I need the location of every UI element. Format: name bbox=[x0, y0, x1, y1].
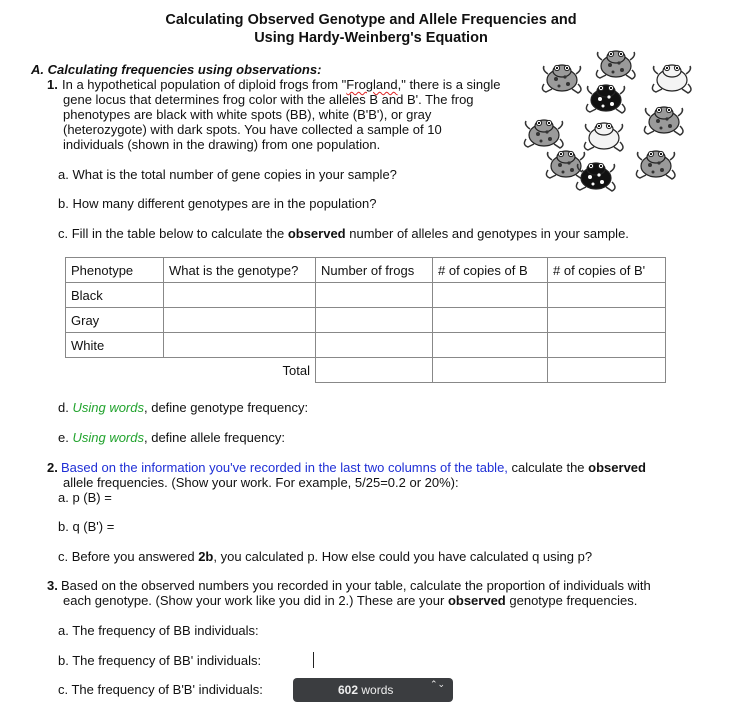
text-cursor bbox=[313, 652, 314, 668]
q3-line-2: each genotype. (Show your work like you did in 2.) These are your observed genotype frequencies. bbox=[63, 593, 638, 608]
frogland-word[interactable]: Frogland bbox=[346, 77, 398, 92]
row-label-gray: Gray bbox=[66, 308, 164, 333]
header-copies-b: # of copies of B bbox=[433, 258, 548, 283]
section-a-heading: A. Calculating frequencies using observations: bbox=[31, 62, 322, 77]
cell-black-number[interactable] bbox=[316, 283, 433, 308]
cell-black-copies-b[interactable] bbox=[433, 283, 548, 308]
frog-gray-icon bbox=[640, 104, 688, 141]
q1a-text: a. What is the total number of gene copies in your sample? bbox=[58, 167, 397, 182]
q2-line-1: Based on the information you've recorded in the last two columns of the table, calculate the observed bbox=[61, 460, 646, 475]
doc-title-line-2: Using Hardy-Weinberg's Equation bbox=[254, 30, 488, 46]
total-empty-cell bbox=[66, 358, 164, 383]
table-total-row bbox=[66, 358, 666, 383]
q1-number: 1. bbox=[47, 77, 58, 92]
table-row bbox=[66, 308, 666, 333]
cell-black-copies-b-prime[interactable] bbox=[548, 283, 666, 308]
q1b-text: b. How many different genotypes are in the population? bbox=[58, 196, 377, 211]
row-label-white: White bbox=[66, 333, 164, 358]
q1c-text: c. Fill in the table below to calculate the observed number of alleles and genotypes in your sample. bbox=[58, 226, 629, 241]
q1d-text: d. Using words, define genotype frequency: bbox=[58, 400, 309, 415]
table-header-row bbox=[66, 258, 666, 283]
q3a-text: a. The frequency of BB individuals: bbox=[58, 623, 259, 638]
frog-black-icon bbox=[582, 82, 630, 119]
q3-number: 3. bbox=[47, 578, 58, 593]
frequency-table bbox=[65, 257, 666, 383]
frog-gray-icon bbox=[538, 62, 586, 99]
q3b-text: b. The frequency of BB' individuals: bbox=[58, 653, 262, 668]
cell-white-genotype[interactable] bbox=[164, 333, 316, 358]
frog-gray-icon bbox=[632, 148, 680, 185]
cell-total-number[interactable] bbox=[316, 358, 433, 383]
header-genotype: What is the genotype? bbox=[164, 258, 316, 283]
row-label-black: Black bbox=[66, 283, 164, 308]
cell-gray-genotype[interactable] bbox=[164, 308, 316, 333]
q1-line-4: (heterozygote) with dark spots. You have collected a sample of 10 bbox=[63, 122, 442, 137]
q2b-text: b. q (B') = bbox=[58, 519, 115, 534]
doc-title-line-1: Calculating Observed Genotype and Allele Frequencies and bbox=[165, 12, 577, 28]
header-number-of-frogs: Number of frogs bbox=[316, 258, 433, 283]
q1-line-5: individuals (shown in the drawing) from one population. bbox=[63, 137, 381, 152]
cell-gray-copies-b[interactable] bbox=[433, 308, 548, 333]
q2-number: 2. bbox=[47, 460, 58, 475]
frog-white-icon bbox=[648, 62, 696, 99]
q3-line-1: Based on the observed numbers you recorded in your table, calculate the proportion of individuals with bbox=[61, 578, 651, 593]
frog-gray-icon bbox=[592, 48, 640, 85]
cell-black-genotype[interactable] bbox=[164, 283, 316, 308]
q1-line-3: phenotypes are black with white spots (BB), white (B'B'), or gray bbox=[63, 107, 432, 122]
cell-gray-copies-b-prime[interactable] bbox=[548, 308, 666, 333]
header-phenotype: Phenotype bbox=[66, 258, 164, 283]
q2c-text: c. Before you answered 2b, you calculated p. How else could you have calculated q using p? bbox=[58, 549, 593, 564]
word-count-toggle-icon[interactable]: ⌃⌄ bbox=[430, 679, 446, 689]
cell-white-number[interactable] bbox=[316, 333, 433, 358]
q3c-text: c. The frequency of B'B' individuals: bbox=[58, 682, 263, 697]
cell-white-copies-b-prime[interactable] bbox=[548, 333, 666, 358]
q1-line-1: In a hypothetical population of diploid frogs from "Frogland," there is a single bbox=[62, 77, 501, 92]
table-row bbox=[66, 283, 666, 308]
q1e-text: e. Using words, define allele frequency: bbox=[58, 430, 285, 445]
frog-black-icon bbox=[572, 160, 620, 197]
q2-line-2: allele frequencies. (Show your work. For example, 5/25=0.2 or 20%): bbox=[63, 475, 459, 490]
cell-gray-number[interactable] bbox=[316, 308, 433, 333]
cell-total-copies-b-prime[interactable] bbox=[548, 358, 666, 383]
word-count-widget[interactable] bbox=[293, 678, 453, 702]
table-row bbox=[66, 333, 666, 358]
word-count-label: 602 words bbox=[338, 683, 394, 697]
header-copies-b-prime: # of copies of B' bbox=[548, 258, 666, 283]
q1-line-2: gene locus that determines frog color with the alleles B and B'. The frog bbox=[63, 92, 474, 107]
cell-total-copies-b[interactable] bbox=[433, 358, 548, 383]
q2a-text: a. p (B) = bbox=[58, 490, 112, 505]
cell-white-copies-b[interactable] bbox=[433, 333, 548, 358]
total-label: Total bbox=[282, 362, 310, 378]
